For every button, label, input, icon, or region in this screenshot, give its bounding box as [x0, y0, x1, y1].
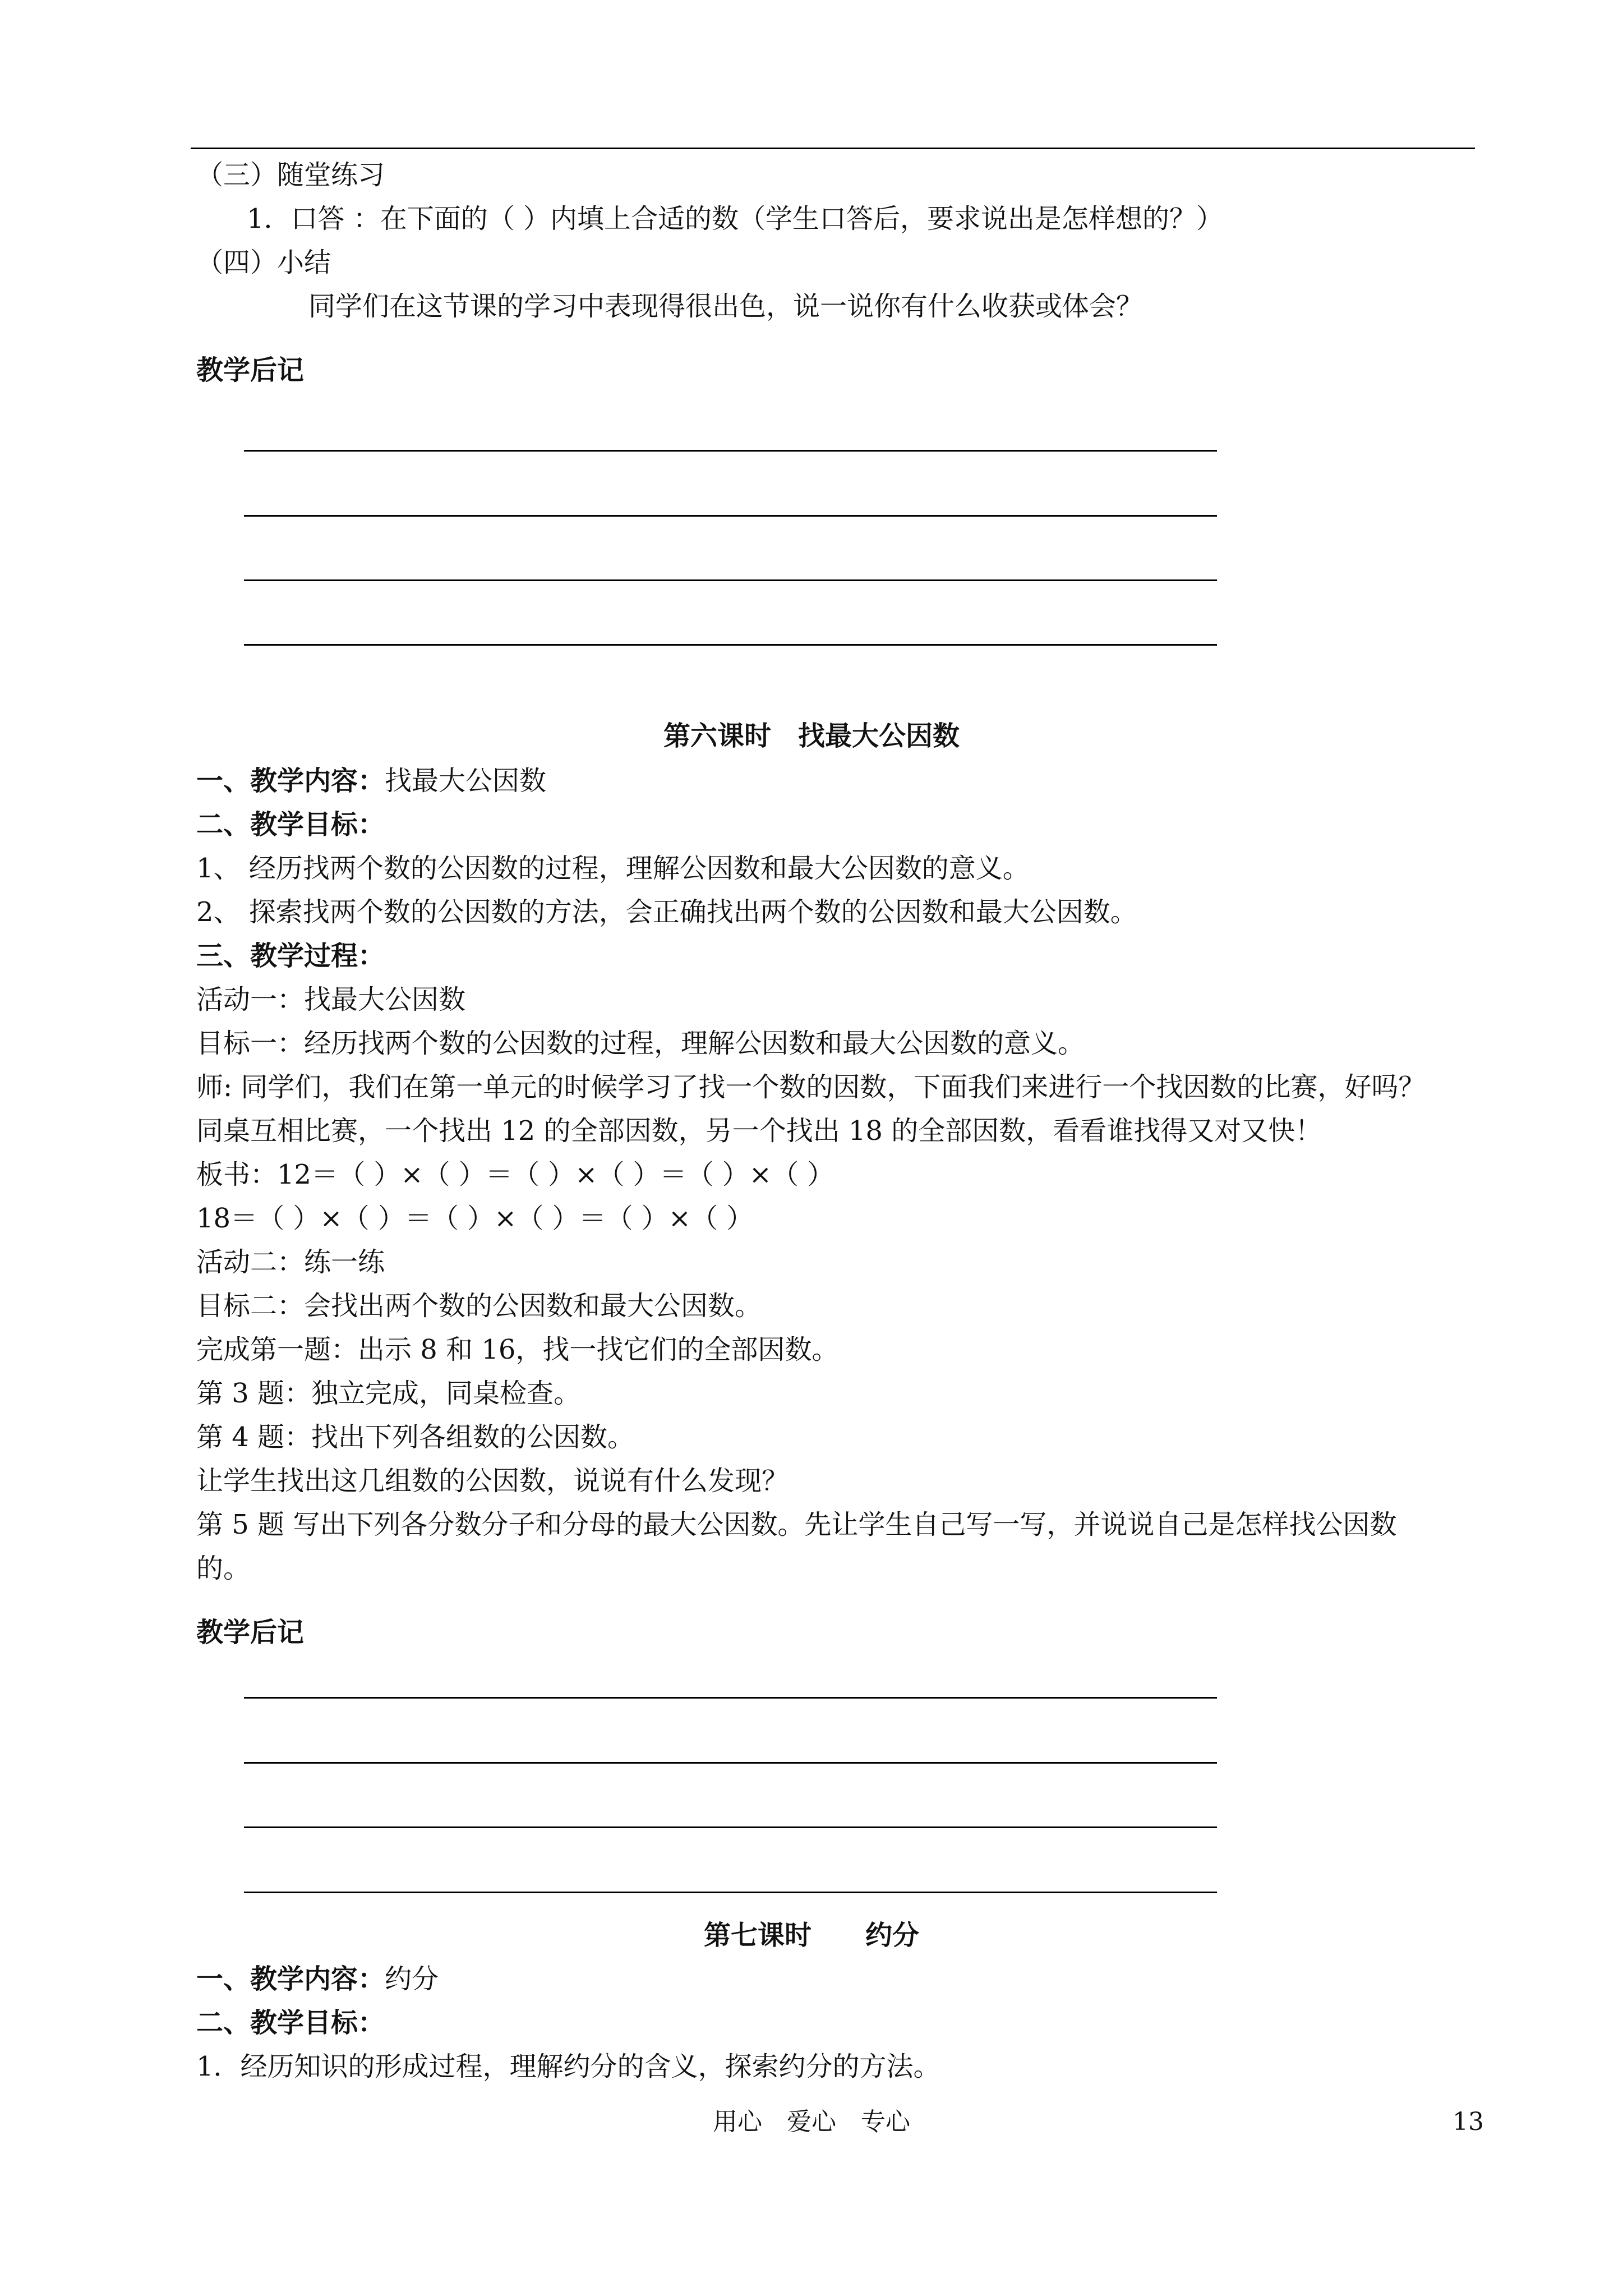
- notes-line-3: [244, 1826, 1217, 1828]
- lesson6-line: 同桌互相比赛，一个找出 12 的全部因数，另一个找出 18 的全部因数，看看谁找得又对又快！: [196, 1115, 1322, 1147]
- lesson6-line: 第 5 题 写出下列各分数分子和分母的最大公因数。先让学生自己写一写，并说说自己是怎样找公因数: [196, 1509, 1397, 1540]
- lesson7-content-value: 约分: [385, 1963, 439, 1995]
- lesson7-goals-heading: 二、教学目标：: [196, 2007, 385, 2039]
- lesson7-content: [196, 1962, 439, 1996]
- lesson6-line: 18＝（ ）×（ ）＝（ ）×（ ）＝（ ）×（ ）: [196, 1203, 754, 1234]
- lesson7-content-label: 一、教学内容：: [196, 1963, 385, 1995]
- lesson6-process-heading: 三、教学过程：: [196, 940, 385, 972]
- lesson7-title: 第七课时 约分: [703, 1920, 919, 1951]
- lesson6-line: 活动一：找最大公因数: [196, 984, 466, 1015]
- notes-line-1: [244, 1697, 1217, 1699]
- notes-line-2: [244, 515, 1217, 517]
- lesson6-line: 第 3 题：独立完成，同桌检查。: [196, 1378, 581, 1409]
- lesson6-goal-1: 1、 经历找两个数的公因数的过程，理解公因数和最大公因数的意义。: [196, 853, 1030, 884]
- lesson6-line: 目标二：会找出两个数的公因数和最大公因数。: [196, 1290, 762, 1322]
- footer-motto: 用心 爱心 专心: [713, 2108, 910, 2136]
- lesson6-content-value: 找最大公因数: [385, 765, 547, 797]
- notes-line-1: [244, 450, 1217, 452]
- lesson6-goal-2: 2、 探索找两个数的公因数的方法，会正确找出两个数的公因数和最大公因数。: [196, 896, 1137, 928]
- summary-heading: （四）小结: [196, 247, 331, 278]
- notes-line-3: [244, 579, 1217, 581]
- lesson6-line: 完成第一题：出示 8 和 16，找一找它们的全部因数。: [196, 1334, 839, 1365]
- lesson6-line: 让学生找出这几组数的公因数，说说有什么发现？: [196, 1465, 789, 1497]
- notes-line-4: [244, 644, 1217, 646]
- notes-line-2: [244, 1762, 1217, 1764]
- page-number: 13: [1453, 2108, 1484, 2136]
- teaching-notes-heading: 教学后记: [196, 355, 305, 386]
- lesson6-content-label: 一、教学内容：: [196, 765, 385, 797]
- notes-line-4: [244, 1892, 1217, 1893]
- lesson6-line: 的。: [196, 1553, 251, 1584]
- lesson6-goals-heading: 二、教学目标：: [196, 809, 385, 840]
- lesson6-title: 第六课时 找最大公因数: [663, 720, 960, 752]
- lesson6-line: 目标一：经历找两个数的公因数的过程，理解公因数和最大公因数的意义。: [196, 1028, 1085, 1059]
- header-rule: [191, 148, 1475, 149]
- lesson6-line: 师: 同学们，我们在第一单元的时候学习了找一个数的因数，下面我们来进行一个找因数的比赛，好吗？: [196, 1071, 1426, 1103]
- summary-text: 同学们在这节课的学习中表现得很出色，说一说你有什么收获或体会？: [308, 291, 1144, 322]
- lesson6-line: 板书：12＝（ ）×（ ）＝（ ）×（ ）＝（ ）×（ ）: [196, 1159, 834, 1190]
- practice-heading: （三）随堂练习: [196, 159, 385, 191]
- practice-item: 1．口答 ：在下面的（ ）内填上合适的数（学生口答后，要求说出是怎样想的？）: [247, 203, 1224, 234]
- lesson7-goal-1: 1．经历知识的形成过程，理解约分的含义，探索约分的方法。: [196, 2051, 940, 2082]
- teaching-notes-heading: 教学后记: [196, 1617, 305, 1648]
- lesson6-content: [196, 764, 546, 798]
- lesson6-line: 第 4 题：找出下列各组数的公因数。: [196, 1421, 635, 1453]
- lesson6-line: 活动二：练一练: [196, 1246, 385, 1278]
